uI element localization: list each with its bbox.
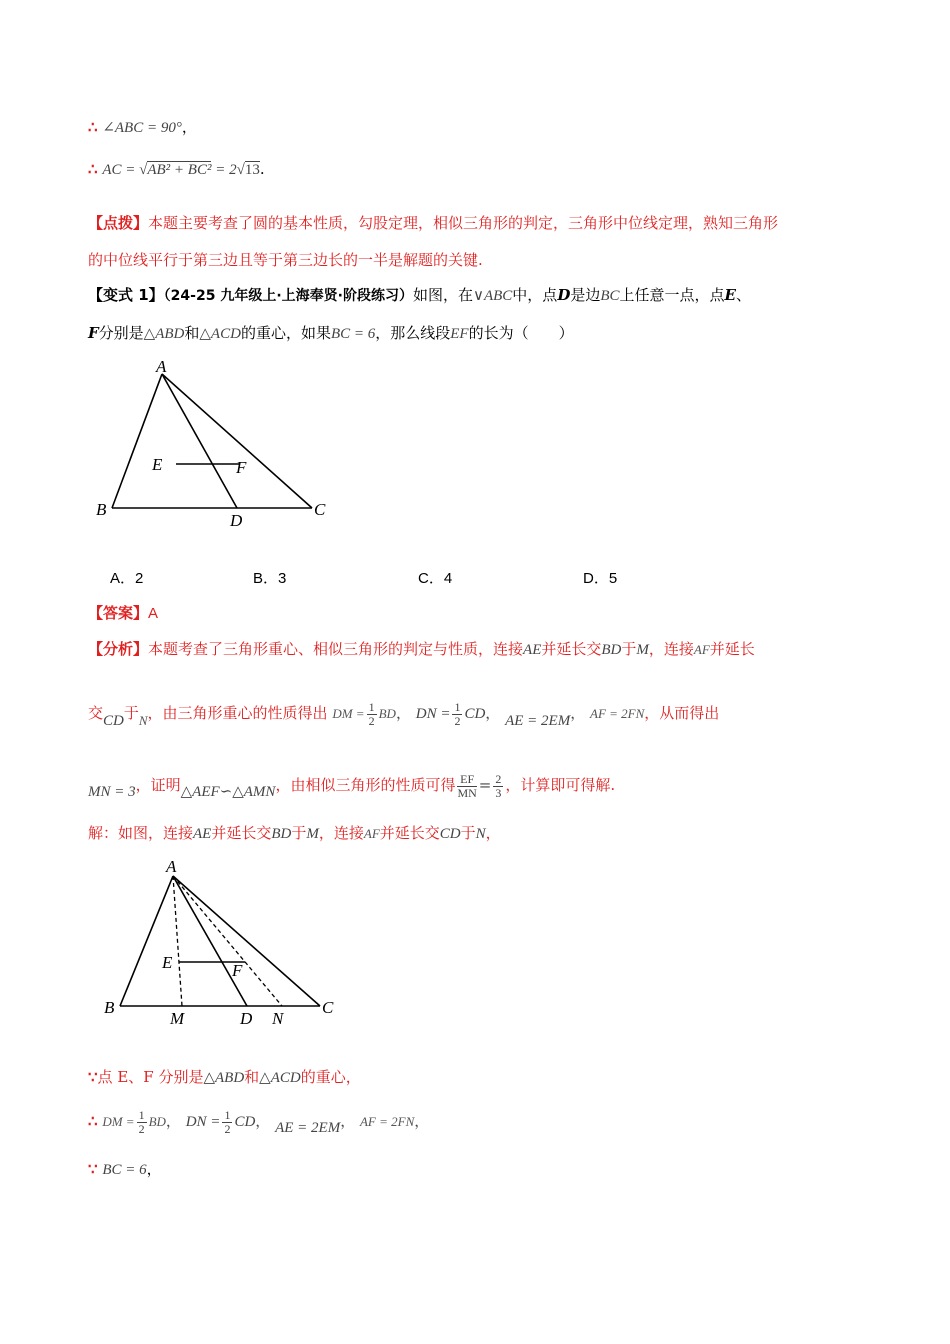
because-symbol: ∵ xyxy=(88,1160,98,1178)
sqrt-icon: √ xyxy=(139,162,148,178)
analysis-label: 【分析】 xyxy=(88,640,149,658)
therefore-symbol: ∴ xyxy=(88,118,98,136)
therefore-symbol: ∴ xyxy=(88,1112,98,1130)
solution-step-2: ∴ DM = $\frac{1}{2}$ BD， DN = $\frac{1}{2}$ CD， AE = 2EM， AF = 2FN， xyxy=(88,1107,430,1136)
figure-triangle-2 xyxy=(100,852,350,1032)
label-c: C xyxy=(322,998,334,1017)
sqrt-icon: √ xyxy=(236,162,245,178)
option-c[interactable]: C．4 xyxy=(418,570,453,587)
segment-ab xyxy=(112,374,162,508)
label-e: E xyxy=(152,455,163,474)
answer-label: 【答案】 xyxy=(88,604,149,622)
label-m: M xyxy=(170,1009,185,1028)
analysis-line-3: MN = 3，证明△AEF∽△AMN，由相似三角形的性质可得 $\frac{EF}{MN}$ = $\frac{2}{3}$ ，计算即可得解. xyxy=(88,771,616,800)
label-d: D xyxy=(230,511,243,530)
figure-triangle-1 xyxy=(90,352,350,532)
because-symbol: ∵ xyxy=(88,1068,98,1086)
option-a[interactable]: A．2 xyxy=(110,570,144,587)
option-d[interactable]: D．5 xyxy=(583,570,618,587)
segment-ab xyxy=(120,876,173,1006)
segment-ac xyxy=(173,876,320,1006)
problem-line-1: 【变式 1】（24-25 九年级上·上海奉贤·阶段练习）如图，在∨ABC中，点D是边BC上任意一点，点E、 xyxy=(88,286,751,304)
analysis-line-1: 【分析】本题考查了三角形重心、相似三角形的判定与性质，连接AE并延长交BD于M，连接AF并延长 xyxy=(88,640,755,658)
fraction-half: $\frac{1}{2}$ xyxy=(138,1107,145,1136)
tip-line-1: 【点拨】本题主要考查了圆的基本性质，勾股定理，相似三角形的判定，三角形中位线定理，熟知三角形 xyxy=(88,214,779,232)
tip-line-2: 的中位线平行于第三边且等于第三边长的一半是解题的关键. xyxy=(88,251,483,269)
fraction-two-thirds: $\frac{2}{3}$ xyxy=(495,771,502,800)
segment-ac xyxy=(162,374,312,508)
fraction-half: $\frac{1}{2}$ xyxy=(454,699,461,728)
line-ac-value: ∴ AC = √AB² + BC² = 2√13. xyxy=(88,160,265,178)
problem-line-2: F分别是△ABD和△ACD的重心，如果BC = 6，那么线段EF的长为（ ） xyxy=(88,324,574,342)
fraction-half: $\frac{1}{2}$ xyxy=(224,1107,231,1136)
label-b: B xyxy=(104,998,115,1017)
label-b: B xyxy=(96,500,107,519)
analysis-line-2: 交CD于N，由三角形重心的性质得出 DM = $\frac{1}{2}$ BD， DN = $\frac{1}{2}$ CD， AE = 2EM， AF = 2FN，从而得出 xyxy=(88,699,720,729)
label-a: A xyxy=(156,357,167,376)
segment-ad xyxy=(173,876,247,1006)
segment-ad xyxy=(162,374,237,508)
answer-line xyxy=(88,602,158,625)
label-c: C xyxy=(314,500,326,519)
option-b[interactable]: B．3 xyxy=(253,570,287,587)
segment-am-dashed xyxy=(173,876,182,1006)
label-f: F xyxy=(236,458,247,477)
problem-label: 【变式 1】 xyxy=(88,286,164,304)
therefore-symbol: ∴ xyxy=(88,160,98,178)
tip-label: 【点拨】 xyxy=(88,214,149,232)
label-e: E xyxy=(162,953,173,972)
line-angle-abc: ∴ ∠ABC = 90°， xyxy=(88,118,197,136)
solution-step-1: ∵点 E、F 分别是△ABD和△ACD的重心， xyxy=(88,1068,361,1086)
solution-step-3: ∵ BC = 6， xyxy=(88,1160,162,1178)
label-n: N xyxy=(272,1009,284,1028)
label-d: D xyxy=(240,1009,253,1028)
label-a: A xyxy=(166,857,177,876)
label-f: F xyxy=(232,961,243,980)
answer-value: A xyxy=(148,605,159,622)
solution-line-1: 解：如图，连接AE并延长交BD于M，连接AF并延长交CD于N， xyxy=(88,824,501,842)
fraction-half: $\frac{1}{2}$ xyxy=(368,699,375,728)
math-angle: ∠ABC = 90° xyxy=(102,120,182,136)
fraction-ef-mn: $\frac{EF}{MN}$ xyxy=(457,771,477,800)
segment-an-dashed xyxy=(173,876,282,1006)
